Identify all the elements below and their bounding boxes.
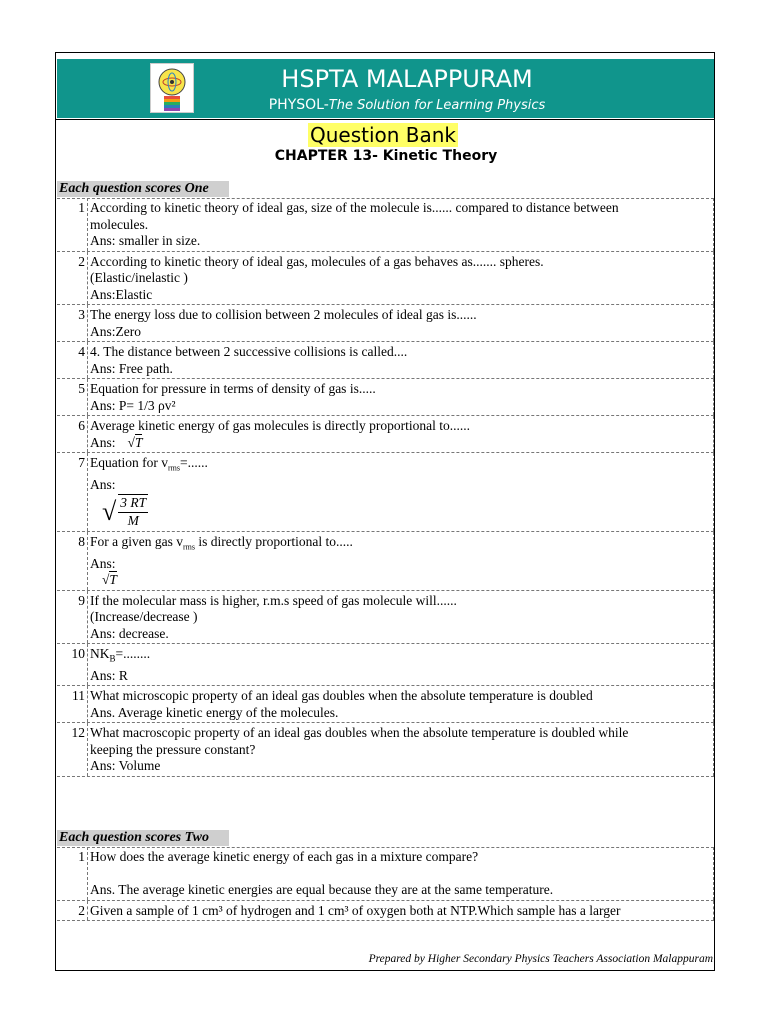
question-row	[57, 847, 714, 901]
question-row	[57, 686, 714, 723]
question-text-line: Equation for pressure in terms of density of gas is.....	[90, 381, 376, 396]
question-number: 10	[71, 646, 85, 662]
question-row	[57, 305, 714, 342]
hspta-logo-icon	[150, 63, 194, 113]
question-number: 5	[78, 381, 85, 396]
question-number: 6	[78, 418, 85, 433]
question-text-line: 4. The distance between 2 successive collisions is called....	[90, 344, 408, 359]
question-row	[57, 453, 714, 532]
question-text-line: The energy loss due to collision between 2 molecules of ideal gas is......	[90, 307, 477, 322]
sqrt-t-formula: √T	[102, 572, 117, 588]
question-text-line: According to kinetic theory of ideal gas, molecules of a gas behaves as....... spheres.	[90, 253, 544, 269]
header-subtitle: PHYSOL-The Solution for Learning Physics	[268, 97, 546, 113]
question-number: 7	[78, 455, 85, 470]
section-one-label: Each question scores One	[57, 181, 229, 197]
question-text-line: molecules.	[90, 216, 149, 232]
question-row	[57, 379, 714, 416]
question-row	[57, 644, 714, 686]
question-text-line	[90, 866, 710, 883]
question-text-line: Ans. The average kinetic energies are equal because they are at the same temperature.	[90, 882, 554, 897]
question-row	[57, 591, 714, 645]
question-text-line: Average kinetic energy of gas molecules is directly proportional to......	[90, 418, 471, 433]
chapter-title: CHAPTER 13- Kinetic Theory	[274, 148, 498, 164]
question-bank-heading: Question Bank	[309, 123, 457, 147]
question-text-line: Ans:	[90, 477, 116, 493]
question-text-line: According to kinetic theory of ideal gas, size of the molecule is...... compared to distance between	[90, 200, 619, 215]
question-text-line: For a given gas $v_{rms}$ is directly proportional to.....	[90, 533, 353, 552]
question-text-line: Ans: P= 1/3 ρv²	[90, 397, 176, 413]
question-text-line: What microscopic property of an ideal gas doubles when the absolute temperature is doubled	[90, 688, 593, 704]
question-text-line: Ans: smaller in size.	[90, 233, 201, 248]
question-number: 12	[71, 725, 85, 741]
question-text-line: Ans: decrease.	[90, 625, 169, 641]
question-text-line: (Increase/decrease )	[90, 609, 198, 625]
question-text-line: Equation for $v_{rms}=$......	[90, 455, 208, 473]
question-text-line: Ans: R	[90, 667, 128, 683]
section-two-label: Each question scores Two	[57, 830, 229, 846]
question-text-line: What macroscopic property of an ideal gas doubles when the absolute temperature is doubled while	[90, 725, 629, 741]
question-number: 3	[78, 307, 85, 322]
footer-credit: Prepared by Higher Secondary Physics Teachers Association Malappuram	[368, 953, 713, 965]
question-number: 1	[78, 849, 85, 864]
question-row	[57, 252, 714, 306]
question-number: 1	[78, 200, 85, 215]
question-text-line: Ans:Zero	[90, 323, 141, 339]
question-text-line: Ans. Average kinetic energy of the molecules.	[90, 704, 339, 720]
section-one-table	[57, 198, 714, 777]
page-frame	[55, 52, 715, 971]
question-text-line: Ans: √T	[90, 434, 143, 450]
vrms-formula: √ $\frac{3 RT}{M}$	[102, 495, 147, 528]
question-text-line: (Elastic/inelastic )	[90, 270, 188, 285]
section-two-table	[57, 847, 714, 921]
question-number: 2	[78, 902, 85, 918]
question-text-line: Ans: Volume	[90, 758, 161, 774]
question-row	[57, 723, 714, 777]
question-number: 4	[78, 344, 85, 359]
question-text-line: Ans:Elastic	[90, 286, 153, 302]
question-text-line: Ans: Free path.	[90, 360, 173, 376]
question-text-line: keeping the pressure constant?	[90, 741, 256, 757]
question-number: 8	[78, 533, 85, 549]
question-row	[57, 342, 714, 379]
question-text-line: Ans:	[90, 555, 116, 571]
question-number: 2	[78, 253, 85, 269]
question-row	[57, 532, 714, 591]
question-row	[57, 198, 714, 252]
question-text-line: $NK_B=$........	[90, 646, 151, 665]
question-text-line: If the molecular mass is higher, r.m.s speed of gas molecule will......	[90, 592, 457, 608]
question-row	[57, 901, 714, 922]
question-number: 9	[78, 592, 85, 608]
question-text-line: Given a sample of 1 cm³ of hydrogen and 1 cm³ of oxygen both at NTP.Which sample has a larger	[90, 902, 621, 918]
header-title: HSPTA MALAPPURAM	[281, 65, 533, 93]
sqrt-t-formula: √T	[127, 434, 143, 450]
header-banner	[57, 59, 714, 118]
question-row	[57, 416, 714, 453]
question-text-line: How does the average kinetic energy of each gas in a mixture compare?	[90, 849, 479, 864]
question-number: 11	[72, 688, 85, 704]
